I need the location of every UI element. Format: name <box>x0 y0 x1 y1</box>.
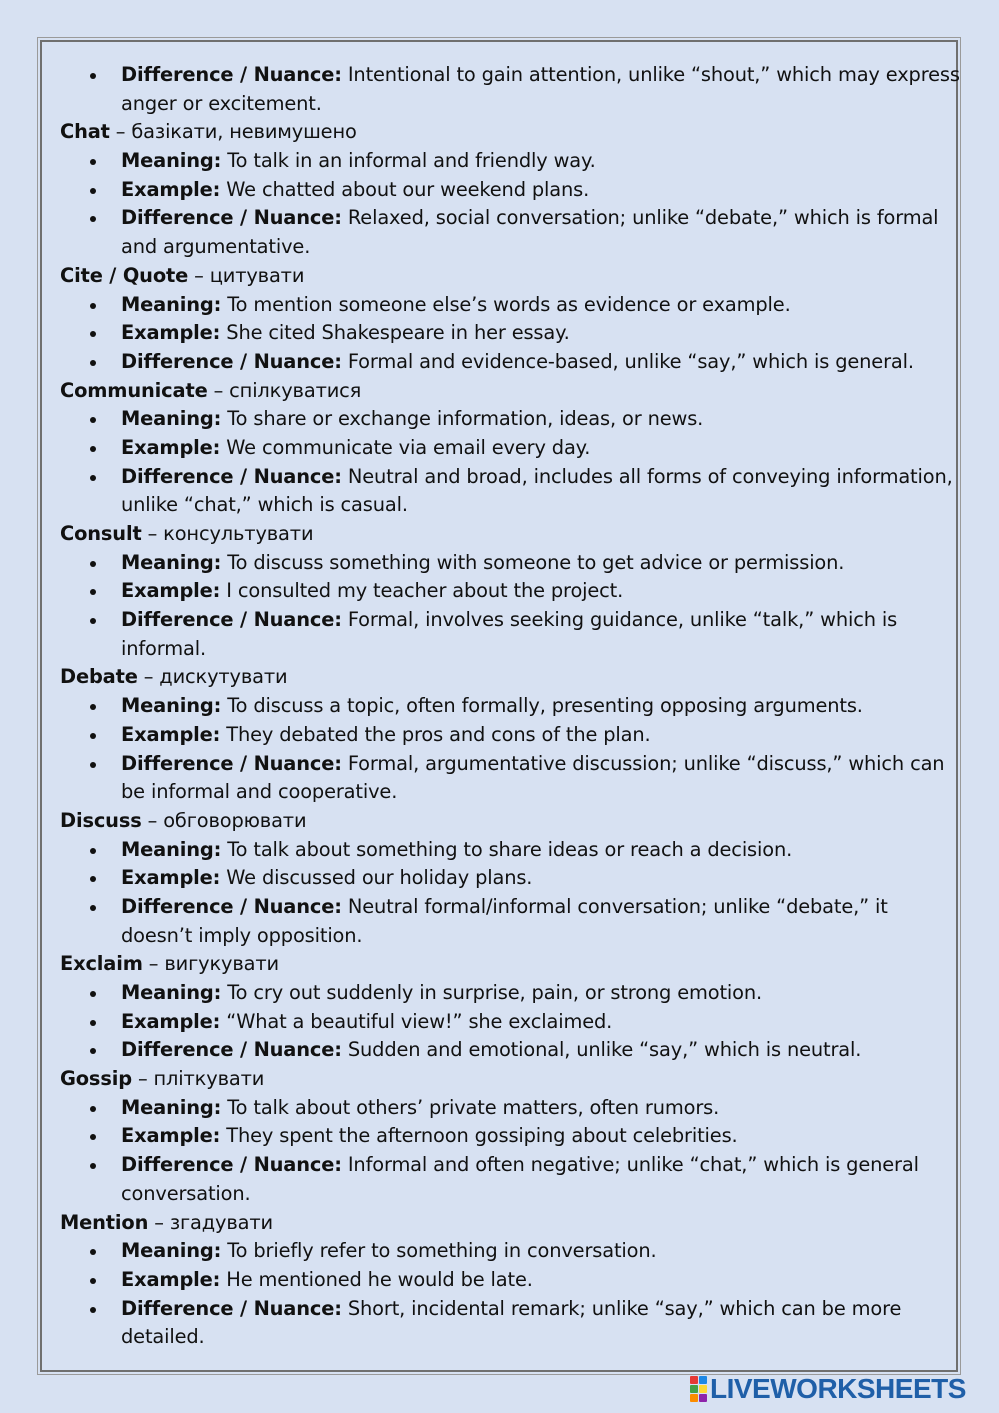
bullet-text: They spent the afternoon gossiping about celebrities. <box>226 1124 738 1148</box>
bullet-text: To mention someone else’s words as evidence or example. <box>227 292 791 316</box>
entry-heading <box>60 950 940 979</box>
bullet-text: Neutral formal/informal conversation; unlike “debate,” it <box>347 894 888 918</box>
vocab-entry <box>60 520 940 663</box>
bullet-text-continued: informal. <box>121 636 206 660</box>
bullet-label: Difference / Nuance: <box>121 1038 342 1062</box>
bullet-item <box>60 204 940 233</box>
bullet-label: Difference / Nuance: <box>121 751 342 775</box>
logo-square <box>690 1376 698 1384</box>
bullet-text: To talk in an informal and friendly way. <box>227 149 596 173</box>
bullet-item <box>60 319 940 348</box>
bullet-text-continued: conversation. <box>121 1181 251 1205</box>
bullet-icon <box>90 848 96 854</box>
bullet-text: We discussed our holiday plans. <box>226 866 533 890</box>
bullet-item <box>60 291 940 320</box>
bullet-label: Example: <box>121 579 221 603</box>
bullet-icon <box>90 188 96 194</box>
bullet-icon <box>90 216 96 222</box>
entry-heading <box>60 262 940 291</box>
bullet-item <box>60 1036 940 1065</box>
bullet-text: “What a beautiful view!” she exclaimed. <box>226 1009 613 1033</box>
bullet-item <box>60 1122 940 1151</box>
entry-term: Debate <box>60 665 138 689</box>
bullet-icon <box>90 1106 96 1112</box>
bullet-item <box>60 893 940 922</box>
bullet-text: I consulted my teacher about the project. <box>226 579 624 603</box>
bullet-label: Meaning: <box>121 981 222 1004</box>
bullet-item <box>60 864 940 893</box>
bullet-icon <box>90 360 96 366</box>
bullet-item <box>60 1266 940 1295</box>
bullet-item <box>60 1008 940 1037</box>
bullet-text-continued: detailed. <box>121 1325 205 1349</box>
entry-term: Communicate <box>60 378 208 402</box>
entry-translation: – базікати, невимушено <box>109 120 357 144</box>
bullet-label: Meaning: <box>121 1239 222 1263</box>
entry-translation: – вигукувати <box>142 952 279 976</box>
entry-term: Consult <box>60 522 142 545</box>
bullet-icon <box>90 733 96 739</box>
bullet-item <box>60 434 940 463</box>
bullet-label: Meaning: <box>121 149 222 173</box>
bullet-item <box>60 1237 940 1266</box>
entry-heading <box>60 1209 940 1238</box>
bullet-text: We communicate via email every day. <box>226 435 591 459</box>
bullet-item <box>60 1151 940 1180</box>
logo-square <box>690 1385 698 1393</box>
bullet-icon <box>90 618 96 624</box>
bullet-item <box>60 721 940 750</box>
bullet-icon <box>90 417 96 423</box>
bullet-item <box>60 606 940 635</box>
entry-term: Mention <box>60 1210 149 1234</box>
bullet-text: To cry out suddenly in surprise, pain, or strong emotion. <box>227 981 763 1004</box>
entry-heading <box>60 807 940 836</box>
bullet-icon <box>90 762 96 768</box>
bullet-label: Example: <box>121 177 221 201</box>
bullet-label: Example: <box>121 435 221 459</box>
bullet-label: Meaning: <box>121 550 222 574</box>
bullet-item <box>60 577 940 606</box>
bullet-text-continued: doesn’t imply opposition. <box>121 923 363 947</box>
entry-translation: – цитувати <box>188 263 305 287</box>
bullet-icon <box>90 1307 96 1313</box>
bullet-label: Difference / Nuance: <box>121 894 342 918</box>
bullet-label: Meaning: <box>121 292 222 316</box>
bullet-label: Difference / Nuance: <box>121 464 342 488</box>
bullet-text: She cited Shakespeare in her essay. <box>226 321 570 345</box>
vocab-entry <box>60 377 953 520</box>
bullet-icon <box>90 331 96 337</box>
bullet-icon <box>90 1249 96 1255</box>
bullet-item <box>60 61 960 90</box>
bullet-label: Example: <box>121 1124 221 1148</box>
bullet-label: Difference / Nuance: <box>121 206 342 230</box>
bullet-text: They debated the pros and cons of the plan. <box>226 722 651 746</box>
bullet-icon <box>90 561 96 567</box>
vocab-entry <box>60 262 940 377</box>
bullet-icon <box>90 905 96 911</box>
bullet-item <box>60 750 945 779</box>
bullet-text: Informal and often negative; unlike “chat,” which is general <box>347 1153 919 1177</box>
entry-term: Chat <box>60 120 110 144</box>
bullet-icon <box>90 475 96 481</box>
bullet-label: Example: <box>121 1267 221 1291</box>
bullet-text: To talk about something to share ideas or reach a decision. <box>227 837 793 861</box>
bullet-icon <box>90 1163 96 1169</box>
vocab-entry <box>60 61 960 118</box>
bullet-item <box>60 463 953 492</box>
logo-square <box>699 1394 707 1402</box>
bullet-label: Example: <box>121 321 221 345</box>
bullet-item <box>60 549 940 578</box>
entry-term: Discuss <box>60 808 142 832</box>
bullet-label: Difference / Nuance: <box>121 1153 342 1177</box>
liveworksheets-logo[interactable] <box>690 1374 966 1404</box>
bullet-icon <box>90 1134 96 1140</box>
bullet-text: Intentional to gain attention, unlike “shout,” which may express <box>347 63 960 86</box>
bullet-icon <box>90 1048 96 1054</box>
vocab-entry <box>60 807 940 950</box>
bullet-text: Formal, involves seeking guidance, unlike “talk,” which is <box>347 608 898 632</box>
bullet-icon <box>90 303 96 309</box>
bullet-text: Formal, argumentative discussion; unlike “discuss,” which can <box>347 751 945 775</box>
logo-square <box>690 1394 698 1402</box>
entry-heading <box>60 118 940 147</box>
entry-heading <box>60 1065 940 1094</box>
vocab-entry <box>60 118 940 261</box>
bullet-item <box>60 176 940 205</box>
bullet-text: Sudden and emotional, unlike “say,” which is neutral. <box>347 1038 862 1062</box>
vocab-entry <box>60 663 945 806</box>
bullet-label: Meaning: <box>121 1095 222 1119</box>
bullet-text: To briefly refer to something in conversation. <box>227 1239 657 1263</box>
entry-translation: – пліткувати <box>131 1067 265 1091</box>
bullet-item <box>60 1094 940 1123</box>
bullet-item <box>60 405 940 434</box>
bullet-text: Formal and evidence-based, unlike “say,” which is general. <box>347 349 914 373</box>
bullet-text: To discuss something with someone to get advice or permission. <box>227 550 845 574</box>
bullet-label: Example: <box>121 722 221 746</box>
bullet-label: Meaning: <box>121 407 222 431</box>
bullet-label: Meaning: <box>121 694 222 718</box>
bullet-item <box>60 692 940 721</box>
bullet-text-continued: and argumentative. <box>121 235 311 259</box>
bullet-icon <box>90 446 96 452</box>
entry-translation: – дискутувати <box>137 665 288 689</box>
entry-translation: – обговорювати <box>141 808 307 832</box>
entry-heading <box>60 377 940 406</box>
entry-term: Gossip <box>60 1067 132 1091</box>
bullet-icon <box>90 1020 96 1026</box>
bullet-label: Example: <box>121 1009 221 1033</box>
bullet-label: Difference / Nuance: <box>121 63 342 86</box>
bullet-label: Difference / Nuance: <box>121 608 342 632</box>
vocab-entry <box>60 1209 940 1352</box>
entry-term: Cite / Quote <box>60 263 189 287</box>
logo-wordmark: LIVEWORKSHEETS <box>710 1373 966 1404</box>
bullet-icon <box>90 876 96 882</box>
bullet-item <box>60 836 940 865</box>
bullet-text: To discuss a topic, often formally, presenting opposing arguments. <box>227 694 863 718</box>
entry-heading <box>60 520 940 549</box>
entry-translation: – консультувати <box>141 522 314 545</box>
entry-translation: – згадувати <box>148 1210 273 1234</box>
vocab-entry <box>60 1065 940 1208</box>
bullet-icon <box>90 704 96 710</box>
bullet-label: Meaning: <box>121 837 222 861</box>
bullet-icon <box>90 589 96 595</box>
bullet-text: Neutral and broad, includes all forms of conveying information, <box>347 464 953 488</box>
bullet-icon <box>90 159 96 165</box>
bullet-text: He mentioned he would be late. <box>226 1267 533 1291</box>
logo-grid-icon <box>690 1376 707 1402</box>
bullet-icon <box>90 1278 96 1284</box>
bullet-item <box>60 979 940 1008</box>
vocab-entry <box>60 950 940 1065</box>
bullet-text: We chatted about our weekend plans. <box>226 177 590 201</box>
vocabulary-list <box>60 61 960 1352</box>
bullet-text: Relaxed, social conversation; unlike “debate,” which is formal <box>347 206 939 230</box>
entry-translation: – спілкуватися <box>207 378 362 402</box>
bullet-text-continued: unlike “chat,” which is casual. <box>121 493 408 517</box>
bullet-text: To talk about others’ private matters, often rumors. <box>227 1095 720 1119</box>
bullet-item <box>60 348 940 377</box>
bullet-text: To share or exchange information, ideas, or news. <box>227 407 704 431</box>
bullet-text-continued: be informal and cooperative. <box>121 780 398 804</box>
bullet-item <box>60 147 940 176</box>
bullet-label: Difference / Nuance: <box>121 1296 342 1320</box>
logo-square <box>699 1376 707 1384</box>
entry-heading <box>60 663 940 692</box>
bullet-icon <box>90 73 96 79</box>
bullet-text: Short, incidental remark; unlike “say,” which can be more <box>347 1296 902 1320</box>
bullet-text-continued: anger or excitement. <box>121 91 322 115</box>
bullet-item <box>60 1295 940 1324</box>
bullet-icon <box>90 991 96 997</box>
entry-term: Exclaim <box>60 952 143 976</box>
logo-square <box>699 1385 707 1393</box>
bullet-label: Example: <box>121 866 221 890</box>
bullet-label: Difference / Nuance: <box>121 349 342 373</box>
